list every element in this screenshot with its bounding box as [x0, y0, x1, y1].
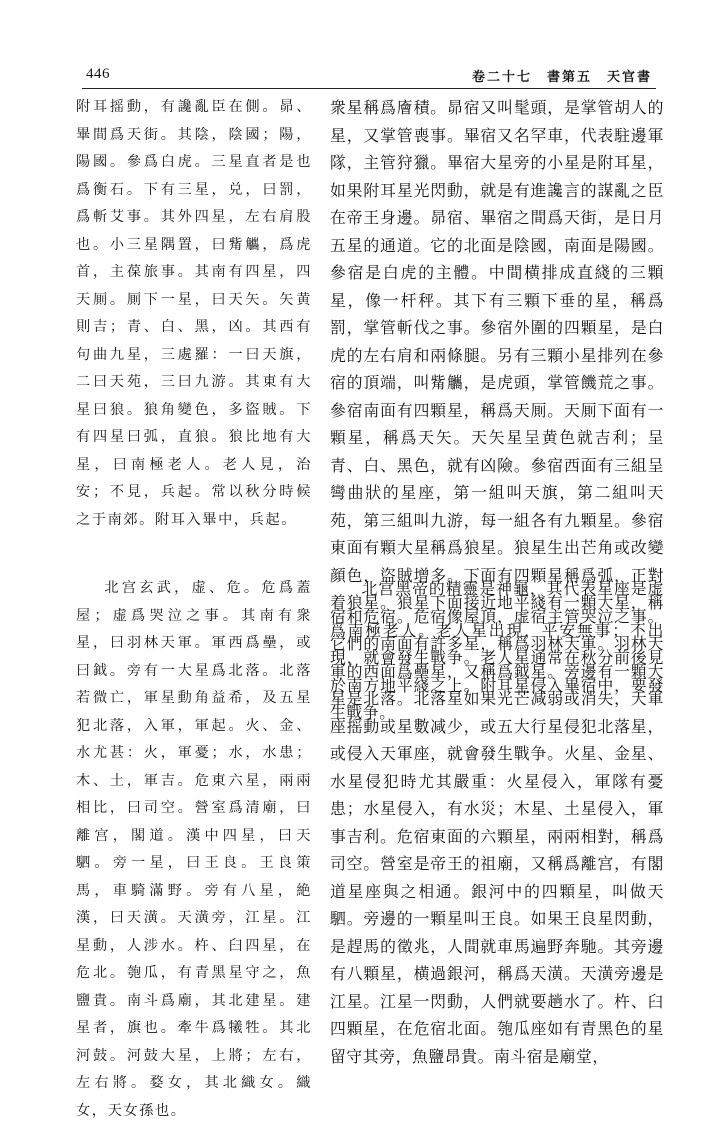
classical-text-paragraph-2: 北宫玄武，虚、危。危爲蓋屋；虚爲哭泣之事。其南有衆星，曰羽林天軍。軍西爲壘，或曰鉞。旁有一大星爲北落。北落若微亡，軍星動角益希，及五星犯北落，入軍，軍起。火、金、水尤甚：火，軍憂；水，水患；木、土，軍吉。危東六星，兩兩相比，曰司空。營室爲清廟，曰離宫，閣道。漢中四星，曰天駟。旁一星，曰王良。王良策馬，車騎滿野。旁有八星，絶漢，曰天潢。天潢旁，江星。江星動，人涉水。杵、臼四星，在危北。匏瓜，有青黑星守之，魚鹽貴。南斗爲廟，其北建星。建星者，旗也。牽牛爲犧牲。其北河鼓。河鼓大星，上將；左右，左右將。婺女，其北織女。織女，天女孫也。 — [76, 580, 312, 1119]
right-column-block-2 — [330, 575, 664, 1070]
left-column-block-1 — [76, 94, 312, 534]
classical-text-paragraph-1: 附耳摇動，有讒亂臣在側。昴、畢間爲天街。其陰，陰國；陽，陽國。參爲白虎。三星直者是也爲衡石。下有三星，兑，曰罰，爲斬艾事。其外四星，左右肩股也。小三星隅置，曰觜觿，爲虎首，主葆旅事。其南有四星，四天厠。厠下一星，曰天矢。矢黄則吉；青、白、黑，凶。其西有句曲九星，三處羅：一曰天旗，二曰天苑，三曰九游。其東有大星曰狼。狼角變色，多盜賊。下有四星曰弧，直狼。狼比地有大星，曰南極老人。老人見，治安；不見，兵起。常以秋分時候之于南郊。附耳入畢中，兵起。 — [76, 99, 312, 528]
page-number: 446 — [86, 66, 110, 82]
running-head: 卷二十七 書第五 天官書 — [471, 70, 652, 85]
header-rule — [82, 88, 656, 89]
translation-paragraph-1: 衆星稱爲廥積。昴宿又叫髦頭，是掌管胡人的星，又掌管喪事。畢宿又名罕車，代表駐邊軍隊，主管狩獵。畢宿大星旁的小星是附耳星，如果附耳星光閃動，就是有進讒言的謀亂之臣在帝王身邊。昴宿、畢宿之間爲天街，是日月五星的通道。它的北面是陰國，南面是陽國。參宿是白虎的主體。中間横排成直綫的三顆星，像一杆秤。其下有三顆下垂的星，稱爲罰，掌管斬伐之事。參宿外圍的四顆星，是白虎的左右肩和兩條腿。另有三顆小星排列在參宿的頂端，叫觜觿，是虎頭，掌管饑荒之事。參宿南面有四顆星，稱爲天厠。天厠下面有一顆星，稱爲天矢。天矢星呈黄色就吉利；呈青、白、黑色，就有凶險。參宿西面有三組呈彎曲狀的星座，第一組叫天旗，第二組叫天苑，第三組叫九游，每一組各有九顆星。參宿東面有顆大星稱爲狼星。狼星生出芒角或改變顔色，盜賊增多。下面有四顆星稱爲弧，正對着狼星。狼星下面接近地平綫有一顆大星，稱爲南極老人。老人星出現，平安無事；不出現，就會發生戰争。老人星通常在秋分前後見於南方地平綫之上。附耳星侵入畢宿中，要發生戰争。 — [330, 98, 664, 722]
left-column-block-2 — [76, 575, 312, 1125]
translation-paragraph-2: 北宫黑帝的精靈是神龜，其代表星座是虚宿和危宿。危宿像屋頂，虚宿主管哭泣之事。它們的南面有許多星，稱爲羽林天軍。羽林天軍的西面爲壘星，又稱爲鉞星。旁邊有一顆大星是北落。北落星如果光芒减弱或消失，天軍座摇動或星數减少，或五大行星侵犯北落星，或侵入天軍座，就會發生戰争。火星、金星、水星侵犯時尤其嚴重：火星侵入，軍隊有憂患；水星侵入，有水災；木星、土星侵入，軍事吉利。危宿東面的六顆星，兩兩相對，稱爲司空。營室是帝王的祖廟，又稱爲離宫，有閣道星座與之相通。銀河中的四顆星，叫做天駟。旁邊的一顆星叫王良。如果王良星閃動，是趕馬的徵兆，人間就車馬遍野奔馳。其旁邊有八顆星，横過銀河，稱爲天潢。天潢旁邊是江星。江星一閃動，人們就要趟水了。杵、臼四顆星，在危宿北面。匏瓜座如有青黑色的星留守其旁，魚鹽昂貴。南斗宿是廟堂， — [330, 579, 664, 1066]
